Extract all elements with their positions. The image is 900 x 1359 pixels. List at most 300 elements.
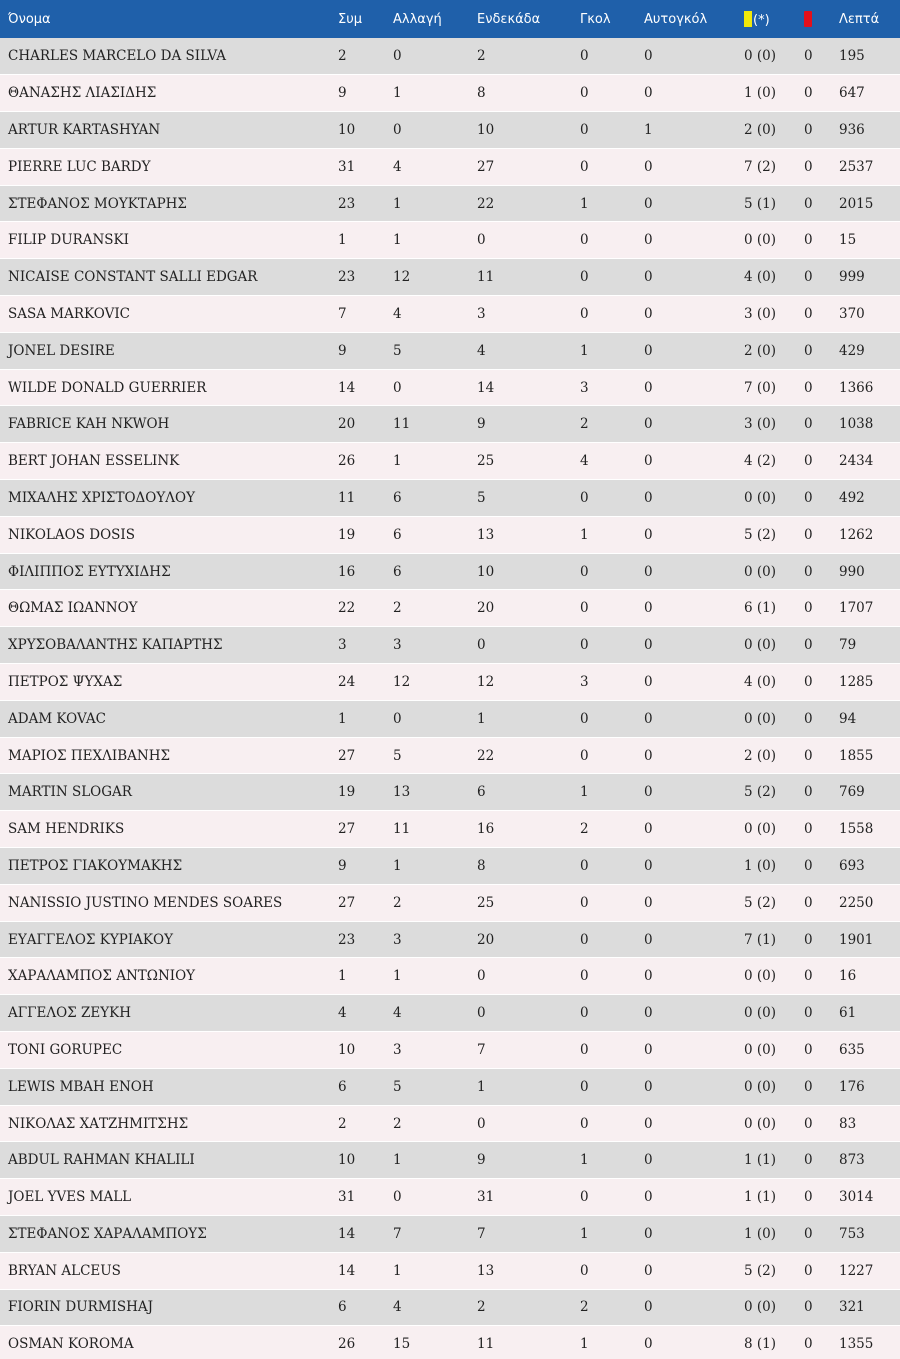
cell-player-name: ΜΑΡΙΟΣ ΠΕΧΛΙΒΑΝΗΣ — [0, 737, 330, 774]
cell-goals: 0 — [572, 553, 636, 590]
cell-appearances: 11 — [330, 480, 385, 517]
cell-player-name: ABDUL RAHMAN KHALILI — [0, 1142, 330, 1179]
cell-player-name: TONI GORUPEC — [0, 1032, 330, 1069]
cell-player-name: ΕΥΑΓΓΕΛΟΣ ΚΥΡΙΑΚΟΥ — [0, 921, 330, 958]
cell-minutes: 1355 — [831, 1326, 900, 1359]
cell-substitute: 12 — [385, 664, 469, 701]
cell-starting: 2 — [469, 38, 572, 75]
cell-goals: 0 — [572, 921, 636, 958]
cell-red-cards: 0 — [796, 627, 831, 664]
cell-minutes: 2015 — [831, 185, 900, 222]
cell-substitute: 4 — [385, 1289, 469, 1326]
table-row — [0, 1142, 900, 1179]
cell-substitute: 12 — [385, 259, 469, 296]
cell-player-name: FILIP DURANSKI — [0, 222, 330, 259]
cell-minutes: 83 — [831, 1105, 900, 1142]
cell-player-name: ΠΕΤΡΟΣ ΨΥΧΑΣ — [0, 664, 330, 701]
cell-minutes: 990 — [831, 553, 900, 590]
cell-own-goals: 0 — [636, 921, 736, 958]
cell-red-cards: 0 — [796, 811, 831, 848]
cell-player-name: ΦΙΛΙΠΠΟΣ ΕΥΤΥΧΙΔΗΣ — [0, 553, 330, 590]
cell-red-cards: 0 — [796, 737, 831, 774]
cell-appearances: 6 — [330, 1289, 385, 1326]
cell-appearances: 31 — [330, 1179, 385, 1216]
cell-appearances: 9 — [330, 332, 385, 369]
cell-starting: 31 — [469, 1179, 572, 1216]
cell-substitute: 11 — [385, 811, 469, 848]
cell-red-cards: 0 — [796, 480, 831, 517]
table-row — [0, 1105, 900, 1142]
cell-yellow-cards: 0 (0) — [736, 958, 796, 995]
table-row — [0, 222, 900, 259]
cell-appearances: 9 — [330, 75, 385, 112]
cell-own-goals: 0 — [636, 406, 736, 443]
cell-goals: 0 — [572, 700, 636, 737]
cell-starting: 1 — [469, 1068, 572, 1105]
cell-own-goals: 0 — [636, 1216, 736, 1253]
cell-player-name: PIERRE LUC BARDY — [0, 148, 330, 185]
cell-starting: 25 — [469, 443, 572, 480]
cell-yellow-cards: 7 (0) — [736, 369, 796, 406]
cell-red-cards: 0 — [796, 112, 831, 149]
cell-player-name: ΜΙΧΑΛΗΣ ΧΡΙΣΤΟΔΟΥΛΟΥ — [0, 480, 330, 517]
cell-appearances: 10 — [330, 1142, 385, 1179]
cell-appearances: 27 — [330, 811, 385, 848]
cell-minutes: 1558 — [831, 811, 900, 848]
cell-yellow-cards: 5 (2) — [736, 774, 796, 811]
cell-yellow-cards: 1 (1) — [736, 1142, 796, 1179]
cell-yellow-cards: 7 (2) — [736, 148, 796, 185]
cell-player-name: OSMAN KOROMA — [0, 1326, 330, 1359]
cell-starting: 3 — [469, 296, 572, 333]
cell-minutes: 873 — [831, 1142, 900, 1179]
cell-own-goals: 0 — [636, 1179, 736, 1216]
cell-substitute: 6 — [385, 480, 469, 517]
cell-yellow-cards: 2 (0) — [736, 112, 796, 149]
cell-own-goals: 0 — [636, 627, 736, 664]
cell-yellow-cards: 4 (0) — [736, 664, 796, 701]
cell-player-name: JONEL DESIRE — [0, 332, 330, 369]
column-header-starting[interactable]: Ενδεκάδα — [477, 11, 541, 27]
column-header-goals[interactable]: Γκολ — [580, 11, 611, 27]
cell-player-name: SASA MARKOVIC — [0, 296, 330, 333]
table-row — [0, 590, 900, 627]
table-row — [0, 296, 900, 333]
cell-yellow-cards: 8 (1) — [736, 1326, 796, 1359]
cell-yellow-cards: 0 (0) — [736, 222, 796, 259]
cell-player-name: WILDE DONALD GUERRIER — [0, 369, 330, 406]
cell-own-goals: 0 — [636, 369, 736, 406]
cell-minutes: 1262 — [831, 516, 900, 553]
cell-yellow-cards: 5 (2) — [736, 516, 796, 553]
cell-appearances: 14 — [330, 1216, 385, 1253]
cell-appearances: 1 — [330, 222, 385, 259]
table-row — [0, 995, 900, 1032]
cell-appearances: 2 — [330, 1105, 385, 1142]
cell-goals: 0 — [572, 148, 636, 185]
cell-yellow-cards: 0 (0) — [736, 1105, 796, 1142]
table-row — [0, 38, 900, 75]
cell-red-cards: 0 — [796, 1179, 831, 1216]
cell-minutes: 999 — [831, 259, 900, 296]
cell-starting: 13 — [469, 1252, 572, 1289]
cell-starting: 11 — [469, 259, 572, 296]
cell-red-cards: 0 — [796, 185, 831, 222]
cell-starting: 11 — [469, 1326, 572, 1359]
cell-goals: 3 — [572, 664, 636, 701]
cell-own-goals: 0 — [636, 553, 736, 590]
cell-goals: 1 — [572, 185, 636, 222]
cell-appearances: 19 — [330, 516, 385, 553]
cell-own-goals: 0 — [636, 811, 736, 848]
cell-substitute: 6 — [385, 516, 469, 553]
cell-player-name: ARTUR KARTASHYAN — [0, 112, 330, 149]
cell-substitute: 4 — [385, 296, 469, 333]
cell-red-cards: 0 — [796, 1216, 831, 1253]
cell-yellow-cards: 5 (2) — [736, 1252, 796, 1289]
cell-red-cards: 0 — [796, 1142, 831, 1179]
cell-starting: 22 — [469, 737, 572, 774]
cell-substitute: 2 — [385, 1105, 469, 1142]
cell-red-cards: 0 — [796, 38, 831, 75]
cell-own-goals: 0 — [636, 75, 736, 112]
table-row — [0, 1179, 900, 1216]
cell-substitute: 1 — [385, 222, 469, 259]
cell-yellow-cards: 0 (0) — [736, 1289, 796, 1326]
cell-starting: 27 — [469, 148, 572, 185]
cell-starting: 0 — [469, 222, 572, 259]
cell-goals: 0 — [572, 627, 636, 664]
cell-own-goals: 0 — [636, 185, 736, 222]
cell-player-name: ΘΩΜΑΣ ΙΩΑΝΝΟΥ — [0, 590, 330, 627]
table-row — [0, 148, 900, 185]
cell-minutes: 94 — [831, 700, 900, 737]
cell-red-cards: 0 — [796, 774, 831, 811]
cell-substitute: 7 — [385, 1216, 469, 1253]
cell-goals: 0 — [572, 38, 636, 75]
column-header-name[interactable]: Όνομα — [8, 11, 51, 27]
cell-red-cards: 0 — [796, 516, 831, 553]
cell-appearances: 3 — [330, 627, 385, 664]
cell-own-goals: 0 — [636, 332, 736, 369]
cell-own-goals: 0 — [636, 1326, 736, 1359]
cell-starting: 13 — [469, 516, 572, 553]
cell-starting: 2 — [469, 1289, 572, 1326]
cell-starting: 16 — [469, 811, 572, 848]
cell-starting: 1 — [469, 700, 572, 737]
cell-yellow-cards: 3 (0) — [736, 406, 796, 443]
table-row — [0, 884, 900, 921]
cell-player-name: ΣΤΕΦΑΝΟΣ ΧΑΡΑΛΑΜΠΟΥΣ — [0, 1216, 330, 1253]
cell-player-name: SAM HENDRIKS — [0, 811, 330, 848]
cell-red-cards: 0 — [796, 958, 831, 995]
cell-player-name: LEWIS MBAH ENOH — [0, 1068, 330, 1105]
cell-minutes: 429 — [831, 332, 900, 369]
cell-substitute: 15 — [385, 1326, 469, 1359]
cell-yellow-cards: 0 (0) — [736, 1032, 796, 1069]
cell-red-cards: 0 — [796, 332, 831, 369]
cell-appearances: 23 — [330, 921, 385, 958]
cell-goals: 0 — [572, 884, 636, 921]
cell-substitute: 4 — [385, 148, 469, 185]
cell-own-goals: 0 — [636, 222, 736, 259]
cell-substitute: 2 — [385, 590, 469, 627]
cell-starting: 20 — [469, 921, 572, 958]
cell-own-goals: 0 — [636, 259, 736, 296]
cell-red-cards: 0 — [796, 369, 831, 406]
cell-appearances: 14 — [330, 1252, 385, 1289]
cell-yellow-cards: 4 (0) — [736, 259, 796, 296]
cell-appearances: 9 — [330, 848, 385, 885]
cell-yellow-cards: 6 (1) — [736, 590, 796, 627]
cell-player-name: ΠΕΤΡΟΣ ΓΙΑΚΟΥΜΑΚΗΣ — [0, 848, 330, 885]
cell-appearances: 16 — [330, 553, 385, 590]
cell-appearances: 14 — [330, 369, 385, 406]
cell-own-goals: 1 — [636, 112, 736, 149]
cell-own-goals: 0 — [636, 296, 736, 333]
cell-starting: 6 — [469, 774, 572, 811]
cell-minutes: 370 — [831, 296, 900, 333]
column-header-minutes[interactable]: Λεπτά — [839, 11, 880, 27]
cell-goals: 0 — [572, 1032, 636, 1069]
cell-substitute: 3 — [385, 1032, 469, 1069]
table-row — [0, 774, 900, 811]
table-row — [0, 1032, 900, 1069]
cell-yellow-cards: 2 (0) — [736, 737, 796, 774]
cell-yellow-cards: 2 (0) — [736, 332, 796, 369]
cell-goals: 0 — [572, 259, 636, 296]
cell-yellow-cards: 1 (1) — [736, 1179, 796, 1216]
cell-appearances: 10 — [330, 112, 385, 149]
cell-goals: 2 — [572, 406, 636, 443]
cell-goals: 1 — [572, 516, 636, 553]
table-row — [0, 75, 900, 112]
cell-minutes: 79 — [831, 627, 900, 664]
cell-goals: 0 — [572, 480, 636, 517]
cell-player-name: FABRICE KAH NKWOH — [0, 406, 330, 443]
cell-yellow-cards: 0 (0) — [736, 38, 796, 75]
cell-player-name: BERT JOHAN ESSELINK — [0, 443, 330, 480]
cell-red-cards: 0 — [796, 1252, 831, 1289]
cell-appearances: 4 — [330, 995, 385, 1032]
cell-starting: 14 — [469, 369, 572, 406]
cell-red-cards: 0 — [796, 553, 831, 590]
cell-red-cards: 0 — [796, 1068, 831, 1105]
cell-minutes: 492 — [831, 480, 900, 517]
cell-substitute: 0 — [385, 1179, 469, 1216]
cell-goals: 0 — [572, 848, 636, 885]
cell-substitute: 1 — [385, 848, 469, 885]
cell-own-goals: 0 — [636, 1032, 736, 1069]
cell-goals: 1 — [572, 774, 636, 811]
column-header-red-cards[interactable] — [796, 0, 831, 38]
cell-red-cards: 0 — [796, 1032, 831, 1069]
yellow-card-suffix: (*) — [753, 12, 770, 28]
cell-yellow-cards: 1 (0) — [736, 75, 796, 112]
cell-goals: 2 — [572, 1289, 636, 1326]
cell-appearances: 7 — [330, 296, 385, 333]
cell-starting: 0 — [469, 995, 572, 1032]
cell-red-cards: 0 — [796, 700, 831, 737]
cell-own-goals: 0 — [636, 38, 736, 75]
cell-own-goals: 0 — [636, 737, 736, 774]
cell-starting: 9 — [469, 406, 572, 443]
cell-starting: 5 — [469, 480, 572, 517]
cell-own-goals: 0 — [636, 848, 736, 885]
column-header-substitute[interactable]: Αλλαγή — [393, 11, 442, 27]
cell-yellow-cards: 5 (1) — [736, 185, 796, 222]
table-row — [0, 185, 900, 222]
cell-starting: 25 — [469, 884, 572, 921]
cell-minutes: 635 — [831, 1032, 900, 1069]
table-row — [0, 332, 900, 369]
cell-player-name: BRYAN ALCEUS — [0, 1252, 330, 1289]
cell-appearances: 1 — [330, 700, 385, 737]
red-card-icon — [804, 11, 812, 27]
cell-yellow-cards: 0 (0) — [736, 553, 796, 590]
cell-minutes: 1285 — [831, 664, 900, 701]
table-row — [0, 516, 900, 553]
cell-goals: 1 — [572, 332, 636, 369]
cell-minutes: 61 — [831, 995, 900, 1032]
cell-yellow-cards: 0 (0) — [736, 480, 796, 517]
cell-minutes: 936 — [831, 112, 900, 149]
cell-goals: 0 — [572, 590, 636, 627]
cell-yellow-cards: 0 (0) — [736, 995, 796, 1032]
cell-appearances: 23 — [330, 185, 385, 222]
cell-starting: 0 — [469, 627, 572, 664]
cell-minutes: 3014 — [831, 1179, 900, 1216]
cell-minutes: 321 — [831, 1289, 900, 1326]
cell-player-name: ΘΑΝΑΣΗΣ ΛΙΑΣΙΔΗΣ — [0, 75, 330, 112]
cell-red-cards: 0 — [796, 884, 831, 921]
cell-starting: 0 — [469, 958, 572, 995]
cell-own-goals: 0 — [636, 1289, 736, 1326]
cell-own-goals: 0 — [636, 774, 736, 811]
cell-appearances: 2 — [330, 38, 385, 75]
cell-red-cards: 0 — [796, 1289, 831, 1326]
cell-player-name: NIKOLAOS DOSIS — [0, 516, 330, 553]
table-row — [0, 737, 900, 774]
cell-starting: 22 — [469, 185, 572, 222]
cell-substitute: 0 — [385, 38, 469, 75]
cell-red-cards: 0 — [796, 1326, 831, 1359]
cell-yellow-cards: 0 (0) — [736, 627, 796, 664]
cell-player-name: ΧΡΥΣΟΒΑΛΑΝΤΗΣ ΚΑΠΑΡΤΗΣ — [0, 627, 330, 664]
cell-goals: 1 — [572, 1216, 636, 1253]
column-header-own-goals[interactable]: Αυτογκόλ — [644, 11, 708, 27]
cell-yellow-cards: 0 (0) — [736, 1068, 796, 1105]
cell-appearances: 23 — [330, 259, 385, 296]
cell-player-name: NICAISE CONSTANT SALLI EDGAR — [0, 259, 330, 296]
table-row — [0, 627, 900, 664]
cell-red-cards: 0 — [796, 259, 831, 296]
cell-goals: 4 — [572, 443, 636, 480]
cell-appearances: 20 — [330, 406, 385, 443]
table-header — [0, 0, 900, 38]
cell-minutes: 2537 — [831, 148, 900, 185]
table-row — [0, 369, 900, 406]
cell-own-goals: 0 — [636, 1068, 736, 1105]
cell-appearances: 22 — [330, 590, 385, 627]
cell-substitute: 1 — [385, 958, 469, 995]
table-row — [0, 1216, 900, 1253]
cell-substitute: 1 — [385, 1252, 469, 1289]
cell-starting: 8 — [469, 848, 572, 885]
cell-appearances: 24 — [330, 664, 385, 701]
cell-starting: 7 — [469, 1216, 572, 1253]
cell-appearances: 10 — [330, 1032, 385, 1069]
cell-yellow-cards: 0 (0) — [736, 700, 796, 737]
cell-minutes: 1855 — [831, 737, 900, 774]
cell-goals: 1 — [572, 1142, 636, 1179]
table-row — [0, 664, 900, 701]
table-body — [0, 38, 900, 1359]
cell-starting: 9 — [469, 1142, 572, 1179]
cell-minutes: 753 — [831, 1216, 900, 1253]
cell-red-cards: 0 — [796, 590, 831, 627]
cell-substitute: 0 — [385, 112, 469, 149]
cell-yellow-cards: 1 (0) — [736, 1216, 796, 1253]
cell-minutes: 1707 — [831, 590, 900, 627]
cell-goals: 1 — [572, 1326, 636, 1359]
cell-appearances: 19 — [330, 774, 385, 811]
cell-goals: 0 — [572, 737, 636, 774]
header-row — [0, 0, 900, 38]
cell-player-name: ΝΙΚΟΛΑΣ ΧΑΤΖΗΜΙΤΣΗΣ — [0, 1105, 330, 1142]
cell-goals: 0 — [572, 958, 636, 995]
cell-minutes: 16 — [831, 958, 900, 995]
table-row — [0, 1068, 900, 1105]
cell-minutes: 647 — [831, 75, 900, 112]
cell-minutes: 195 — [831, 38, 900, 75]
cell-goals: 0 — [572, 296, 636, 333]
cell-player-name: ADAM KOVAC — [0, 700, 330, 737]
cell-red-cards: 0 — [796, 222, 831, 259]
cell-minutes: 1366 — [831, 369, 900, 406]
cell-player-name: ΣΤΕΦΑΝΟΣ ΜΟΥΚΤΑΡΗΣ — [0, 185, 330, 222]
cell-appearances: 27 — [330, 884, 385, 921]
cell-substitute: 4 — [385, 995, 469, 1032]
cell-minutes: 2434 — [831, 443, 900, 480]
cell-substitute: 0 — [385, 700, 469, 737]
cell-own-goals: 0 — [636, 884, 736, 921]
column-header-yellow-cards[interactable] — [736, 0, 796, 38]
cell-red-cards: 0 — [796, 406, 831, 443]
table-row — [0, 553, 900, 590]
cell-player-name: NANISSIO JUSTINO MENDES SOARES — [0, 884, 330, 921]
table-row — [0, 921, 900, 958]
table-row — [0, 811, 900, 848]
cell-starting: 10 — [469, 112, 572, 149]
table-row — [0, 259, 900, 296]
cell-red-cards: 0 — [796, 296, 831, 333]
cell-substitute: 1 — [385, 443, 469, 480]
cell-yellow-cards: 5 (2) — [736, 884, 796, 921]
table-row — [0, 480, 900, 517]
table-row — [0, 406, 900, 443]
cell-minutes: 176 — [831, 1068, 900, 1105]
cell-appearances: 6 — [330, 1068, 385, 1105]
cell-appearances: 1 — [330, 958, 385, 995]
cell-substitute: 13 — [385, 774, 469, 811]
cell-red-cards: 0 — [796, 664, 831, 701]
cell-minutes: 1038 — [831, 406, 900, 443]
cell-goals: 0 — [572, 1179, 636, 1216]
cell-appearances: 27 — [330, 737, 385, 774]
cell-yellow-cards: 7 (1) — [736, 921, 796, 958]
column-header-appearances[interactable]: Συμ — [338, 11, 363, 27]
